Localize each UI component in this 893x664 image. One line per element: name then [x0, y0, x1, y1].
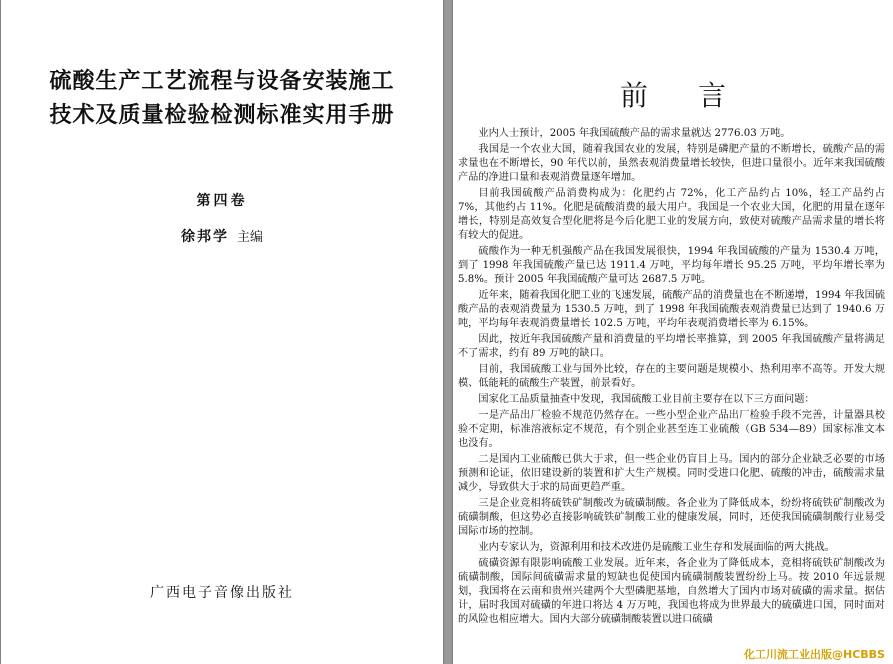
preface-paragraph-1: 业内人士预计，2005 年我国硫酸产品的需求量就达 2776.03 万吨。 [478, 128, 791, 139]
preface-paragraph-13: 硫磺资源有限影响硫酸工业发展。近年来，各企业为了降低成本，竞相将硫铁矿制酸改为硫磺制酸，国际间硫磺需求量的短缺也促使国内硫磺制酸装置纷纷上马。按 2010 年远景规划，我国将在云南和贵州兴建两个大型磷肥基地，自然增大了国内市场对硫磺的需求量。据估计，届时我国对硫磺的年进口将达 4 万万吨，我国也将成为世界最大的硫磺进口国，同时面对的风险也相应增大。国内大部分硫磺制酸装置以进口硫磺 [458, 558, 885, 625]
preface-paragraph-5: 近年来，随着我国化肥工业的飞速发展，硫酸产品的消费量也在不断递增，1994 年我国硫酸产品的表观消费量为 1530.5 万吨，到了 1998 年我国硫酸表观消费量已达到了 1940.6 万吨，平均每年表观消费量增长 102.5 万吨，平均年表观消费增长率为 6.15%。 [458, 290, 885, 329]
left-title-page [1, 0, 443, 664]
volume-label: 第四卷 [196, 193, 248, 209]
preface-paragraph-6: 因此，按近年我国硫酸产量和消费量的平均增长率推算，到 2005 年我国硫酸产量将满足不了需求，约有 89 万吨的缺口。 [458, 334, 885, 359]
publisher-name: 广西电子音像出版社 [150, 585, 294, 601]
preface-paragraph-7: 目前，我国硫酸工业与国外比较，存在的主要问题是规模小、热利用率不高等。开发大规模、低能耗的硫酸生产装置，前景看好。 [458, 364, 885, 389]
book-title-line-2: 技术及质量检验检测标准实用手册 [49, 103, 395, 128]
book-title-line-1: 硫酸生产工艺流程与设备安装施工 [49, 69, 395, 94]
editor-name: 徐邦学 [181, 229, 229, 245]
editor-role: 主编 [237, 230, 264, 245]
preface-paragraph-8: 国家化工品质量抽查中发现，我国硫酸工业目前主要存在以下三方面问题： [478, 394, 815, 405]
preface-paragraph-3: 目前我国硫酸产品消费构成为：化肥约占 72%，化工产品约占 10%，轻工产品约占 7%，其他约占 11%。化肥是硫酸消费的最大用户。我国是一个农业大国，化肥的用量在逐年增长，特别是高效复合型化肥将是今后化肥工业的发展方向，致使对硫酸产品需求量的增长将有较大的促进。 [458, 188, 885, 241]
preface-body [458, 127, 885, 629]
editor-line [181, 226, 263, 246]
preface-paragraph-2: 我国是一个农业大国，随着我国农业的发展，特别是磷肥产量的不断增长，硫酸产品的需求量也在不断增长，90 年代以前，虽然表观消费量增长较快，但进口量很小。近年来我国硫酸产品的净进口量和表观消费量逐年增加。 [458, 144, 885, 183]
right-preface-page [453, 0, 893, 664]
preface-title: 前言 [619, 79, 776, 112]
preface-paragraph-4: 硫酸作为一种无机强酸产品在我国发展很快，1994 年我国硫酸的产量为 1530.4 万吨，到了 1998 年我国硫酸产量已达 1911.4 万吨，平均每年增长 95.25 万吨，平均年增长率为 5.8%。预计 2005 年我国硫酸产量可达 2687.5 万吨。 [458, 246, 885, 285]
preface-paragraph-12: 业内专家认为，资源利用和技术改进仍是硫酸工业生存和发展面临的两大挑战。 [478, 542, 835, 553]
preface-paragraph-11: 三是企业竞相将硫铁矿制酸改为硫磺制酸。各企业为了降低成本，纷纷将硫铁矿制酸改为硫磺制酸，但这势必直接影响硫铁矿制酸工业的健康发展，同时，还使我国硫磺制酸行业易受国际市场的控制。 [458, 498, 885, 537]
preface-paragraph-9: 一是产品出厂检验不规范仍然存在。一些小型企业产品出厂检验手段不完善，计量器具校验不定期，标准溶液标定不规范，有个别企业甚至连工业硫酸（GB 534—89）国家标准文本也没有。 [458, 410, 885, 449]
site-watermark: 化工川流工业出版@HCBBS [744, 648, 885, 661]
preface-paragraph-10: 二是国内工业硫酸已供大于求，但一些企业仍盲目上马。国内的部分企业缺乏必要的市场预测和论证，依旧建设新的装置和扩大生产规模。同时受进口化肥、硫酸的冲击，硫酸需求量减少，导致供大于求的局面更趋严重。 [458, 454, 885, 493]
